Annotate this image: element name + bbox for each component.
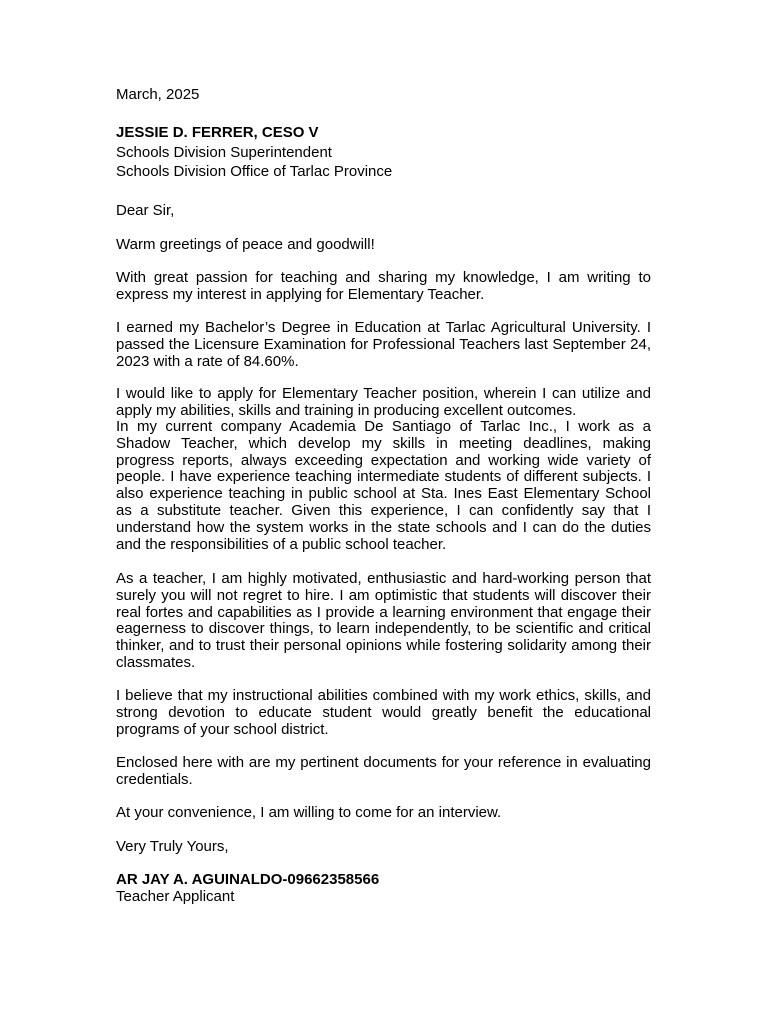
- paragraph-experience: In my current company Academia De Santiago of Tarlac Inc., I work as a Shadow Teacher, which develop my skills in meeting deadlines, making progress reports, always exceeding expectation and working wide variety of people. I have experience teaching intermediate students of different subjects. I also experience teaching in public school at Sta. Ines East Elementary School as a substitute teacher. Given this experience, I can confidently say that I understand how the system works in the state schools and I can do the duties and the responsibilities of a public school teacher.: [116, 418, 651, 553]
- paragraph-motivation: As a teacher, I am highly motivated, enthusiastic and hard-working person that surely you will not regret to hire. I am optimistic that students will discover their real fortes and capabilities as I provide a learning environment that engage their eagerness to discover things, to learn independently, to be scientific and critical thinker, and to trust their personal opinions while fostering solidarity among their classmates.: [116, 570, 651, 671]
- recipient-office: Schools Division Office of Tarlac Province: [116, 162, 393, 180]
- signature-block: [116, 872, 651, 906]
- paragraph-position: I would like to apply for Elementary Teacher position, wherein I can utilize and apply my abilities, skills and training in producing excellent outcomes.: [116, 385, 651, 419]
- paragraph-abilities: I believe that my instructional abilities combined with my work ethics, skills, and strong devotion to educate student would greatly benefit the educational programs of your school district.: [116, 687, 651, 738]
- paragraph-enclosure: Enclosed here with are my pertinent documents for your reference in evaluating credentials.: [116, 754, 651, 788]
- closing: Very Truly Yours,: [116, 838, 229, 855]
- paragraph-intro: With great passion for teaching and sharing my knowledge, I am writing to express my interest in applying for Elementary Teacher.: [116, 269, 651, 303]
- recipient-block: [116, 125, 651, 180]
- recipient-name: JESSIE D. FERRER, CESO V: [116, 124, 319, 141]
- signature-title: Teacher Applicant: [116, 887, 235, 905]
- salutation: Dear Sir,: [116, 202, 175, 219]
- signature-name: AR JAY A. AGUINALDO-09662358566: [116, 871, 380, 888]
- paragraph-education: I earned my Bachelor’s Degree in Education at Tarlac Agricultural University. I passed the Licensure Examination for Professional Teachers last September 24, 2023 with a rate of 84.60%.: [116, 319, 651, 370]
- letter-date: March, 2025: [116, 86, 200, 103]
- greeting: Warm greetings of peace and goodwill!: [116, 236, 375, 253]
- recipient-title: Schools Division Superintendent: [116, 143, 332, 161]
- paragraph-interview: At your convenience, I am willing to come for an interview.: [116, 804, 502, 821]
